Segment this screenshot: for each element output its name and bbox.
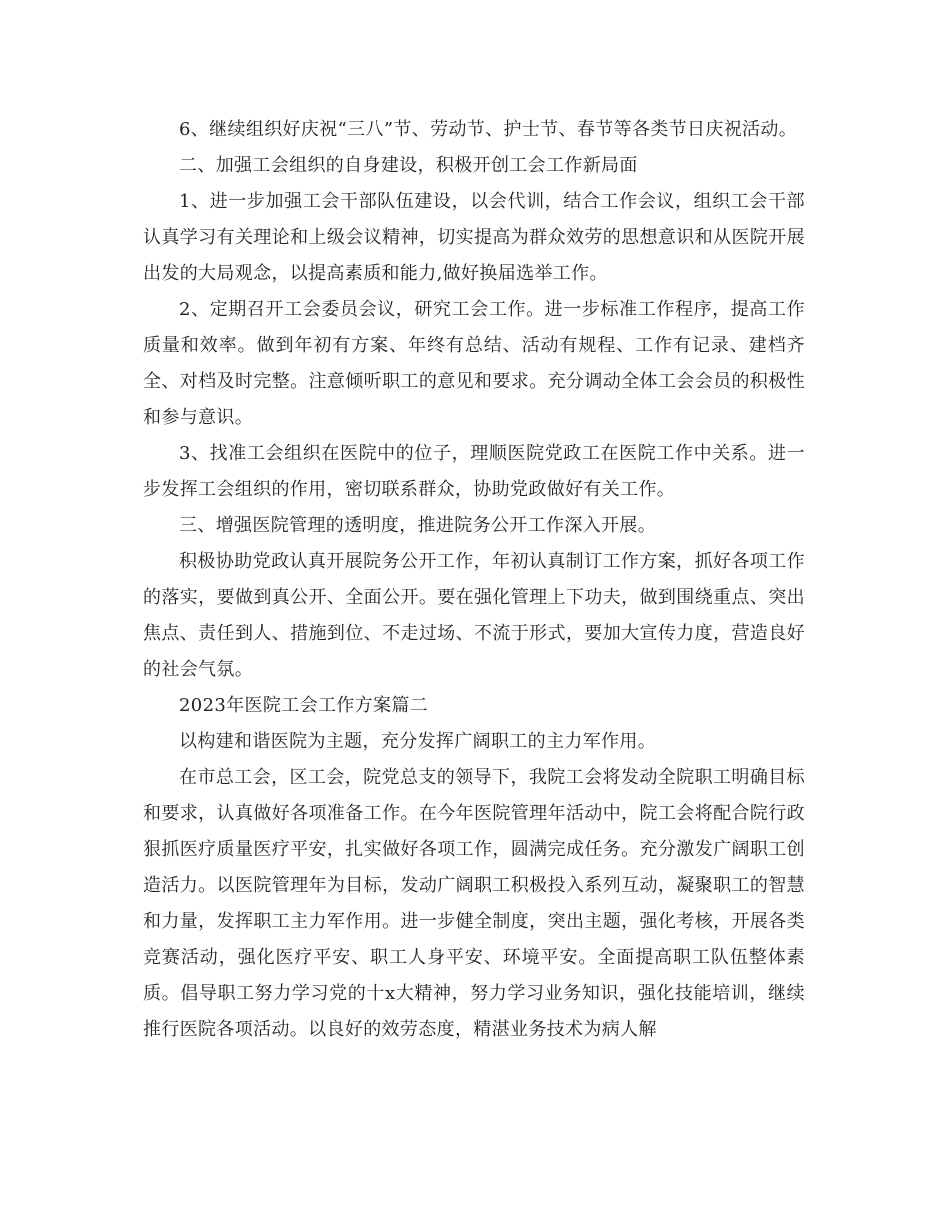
section-heading-3: 三、增强医院管理的透明度，推进院务公开工作深入开展。	[179, 515, 657, 536]
paragraph-item-2: 2、定期召开工会委员会议，研究工会工作。进一步标准工作程序，提高工作质量和效率。做到年初有方案、年终有总结、活动有规程、工作有记录、建档齐全、对档及时完整。注意倾听职工的意见和要求。充分调动全体工会会员的积极性和参与意识。	[143, 299, 805, 428]
paragraph-item-6: 6、继续组织好庆祝“三八”节、劳动节、护士节、春节等各类节日庆祝活动。	[179, 119, 798, 140]
paragraph-theme: 以构建和谐医院为主题，充分发挥广阔职工的主力军作用。	[179, 731, 657, 752]
paragraph-transparency: 积极协助党政认真开展院务公开工作，年初认真制订工作方案，抓好各项工作的落实，要做到真公开、全面公开。要在强化管理上下功夫，做到围绕重点、突出焦点、责任到人、措施到位、不走过场、不流于形式，要加大宣传力度，营造良好的社会气氛。	[143, 551, 805, 680]
document-body	[143, 112, 805, 1048]
article-title-part-2: 2023年医院工会工作方案篇二	[179, 695, 429, 716]
paragraph-main: 在市总工会，区工会，院党总支的领导下，我院工会将发动全院职工明确目标和要求，认真做好各项准备工作。在今年医院管理年活动中，院工会将配合院行政狠抓医疗质量医疗平安，扎实做好各项工作，圆满完成任务。充分激发广阔职工创造活力。以医院管理年为目标，发动广阔职工积极投入系列互动，凝聚职工的智慧和力量，发挥职工主力军作用。进一步健全制度，突出主题，强化考核，开展各类竞赛活动，强化医疗平安、职工人身平安、环境平安。全面提高职工队伍整体素质。倡导职工努力学习党的十x大精神，努力学习业务知识，强化技能培训，继续推行医院各项活动。以良好的效劳态度，精湛业务技术为病人解	[143, 767, 805, 1040]
paragraph-item-1: 1、进一步加强工会干部队伍建设，以会代训，结合工作会议，组织工会干部认真学习有关理论和上级会议精神，切实提高为群众效劳的思想意识和从医院开展出发的大局观念，以提高素质和能力,做好换届选举工作。	[143, 191, 805, 284]
paragraph-item-3: 3、找准工会组织在医院中的位子，理顺医院党政工在医院工作中关系。进一步发挥工会组织的作用，密切联系群众，协助党政做好有关工作。	[143, 443, 805, 500]
section-heading-2: 二、加强工会组织的自身建设，积极开创工会工作新局面	[179, 155, 638, 176]
